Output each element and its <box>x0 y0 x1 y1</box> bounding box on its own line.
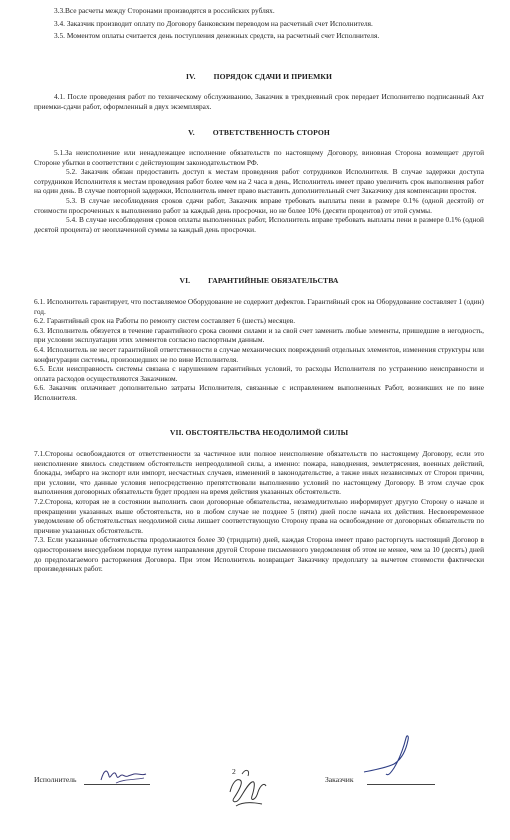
clause-7-3: 7.3. Если указанные обстоятельства продолжаются более 30 (тридцати) дней, каждая Сторона имеет право расторгнуть настоящий Договор в одностороннем внесудебном порядке путем направления другой Стороне письменного уведомления об этом не менее, чем за 10 (десять) дней до предполагаемого расторжения Договора. При этом Исполнитель возвращает Заказчику предоплату за вычетом стоимости фактически произведенных работ. <box>34 535 484 574</box>
clause-5-1: 5.1.За неисполнение или ненадлежащее исполнение обязательств по настоящему Договору, виновная Сторона возмещает другой Стороне убытки в соответствии с действующим законодательством РФ. <box>34 148 484 167</box>
section-7 <box>34 428 484 574</box>
section-4 <box>34 72 484 111</box>
clause-7-1: 7.1.Стороны освобождаются от ответственности за частичное или полное неисполнение обязательств по настоящему Договору, если это неисполнение явилось следствием обстоятельств непреодолимой силы, а именно: пожара, наводнения, землетрясения, военных действий, блокады, эмбарго на экспорт или импорт, несчастных случаев, изменений в законодательстве, а также иных независимых от Сторон причин, при условии, что данные условия непосредственно препятствовали выполнению условий по настоящему Договору. В этом случае срок выполнения договорных обязательств будет продлен на время действия указанных обстоятельств. <box>34 449 484 497</box>
section-6-number: VI. <box>179 276 191 285</box>
clause-6-3: 6.3. Исполнитель обязуется в течение гарантийного срока своими силами и за свой счет заменить любые элементы, пришедшие в негодность, при условии эксплуатации этих элементов согласно паспортным данным. <box>34 325 484 345</box>
payment-terms-block <box>34 6 484 41</box>
section-4-heading <box>34 72 484 81</box>
section-5-heading <box>34 128 484 137</box>
executor-signature <box>98 764 154 786</box>
clause-6-5: 6.5. Если неисправность системы связана с нарушением гарантийных условий, то расходы Исполнителя по устранению неисправности и оплата расходов осуществляются Заказчиком. <box>34 364 484 383</box>
section-4-number: IV. <box>185 72 196 81</box>
clause-5-3: 5.3. В случае несоблюдения сроков сдачи работ, Заказчик вправе требовать выплаты пени в размере 0.1% (одной десятой) от стоимости просроченных к выполнению работ за каждый день просрочки, но не более 10% (десяти процентов) от этой суммы. <box>34 195 484 215</box>
clause-3-4: 3.4. Заказчик производит оплату по Договору банковским переводом на расчетный счет Исполнителя. <box>54 18 373 28</box>
section-6-title: ГАРАНТИЙНЫЕ ОБЯЗАТЕЛЬСТВА <box>208 276 339 285</box>
clause-5-2: 5.2. Заказчик обязан предоставить доступ к местам проведения работ сотрудников Исполнителя. В случае задержки доступа сотрудников Исполнителя к местам проведения работ более чем на 2 часа в день, Исполнитель имеет право увеличить срок выполнения работ на один день. В случае повторной задержки, Исполнитель имеет право выставить дополнительный счет Заказчику для компенсации простоя. <box>34 167 484 196</box>
clause-6-4: 6.4. Исполнитель не несет гарантийной ответственности в случае механических повреждений отдельных элементов, изменения структуры или конфигурации системы, произошедших не по вине Исполнителя. <box>34 344 484 364</box>
customer-signature <box>360 732 420 778</box>
section-5-title: ОТВЕТСТВЕННОСТЬ СТОРОН <box>212 128 330 137</box>
section-5-number: V. <box>188 128 195 137</box>
clause-4-1: 4.1. После проведения работ по техническому обслуживанию, Заказчик в трехдневный срок передает Исполнителю подписанный Акт приемки-сдачи работ, оформленный в двух экземплярах. <box>34 92 484 111</box>
initials-mark <box>222 762 272 810</box>
section-6-heading <box>34 276 484 285</box>
clause-6-2: 6.2. Гарантийный срок на Работы по ремонту систем составляет 6 (шесть) месяцев. <box>34 316 296 326</box>
section-4-title: ПОРЯДОК СДАЧИ И ПРИЕМКИ <box>213 72 332 81</box>
customer-signature-line <box>367 784 435 785</box>
signature-block <box>0 758 510 818</box>
clause-6-6: 6.6. Заказчик оплачивает дополнительно затраты Исполнителя, связанные с исправлением выполненных Работ, возникших не по вине Исполнителя. <box>34 383 484 402</box>
executor-label: Исполнитель <box>34 775 77 784</box>
clause-7-2: 7.2.Сторона, которая не в состоянии выполнить свои договорные обязательства, незамедлительно информирует другую Сторону о начале и прекращении указанных выше обстоятельств, но в любом случае не позднее 5 (пяти) дней после начала их действия. Несвоевременное уведомление об обстоятельствах неодолимой силы лишает соответствующую Сторону права на освобождение от договорных обязательств по причине указанных обстоятельств. <box>34 496 484 535</box>
page-number: 2 <box>232 767 236 776</box>
section-5 <box>34 128 484 234</box>
section-7-heading: VII. ОБСТОЯТЕЛЬСТВА НЕОДОЛИМОЙ СИЛЫ <box>169 428 349 437</box>
section-6 <box>34 276 484 403</box>
clause-5-4: 5.4. В случае несоблюдения сроков оплаты выполненных работ, Исполнитель вправе требовать выплаты пени в размере 0.1% (одной десятой процента) от неоплаченной суммы за каждый день просрочки. <box>34 215 484 234</box>
customer-label: Заказчик <box>325 775 354 784</box>
clause-3-3: 3.3.Все расчеты между Сторонами производятся в российских рублях. <box>54 6 275 15</box>
clause-3-5: 3.5. Моментом оплаты считается день поступления денежных средств, на расчетный счет Исполнителя. <box>54 31 380 41</box>
clause-6-1: 6.1. Исполнитель гарантирует, что поставляемое Оборудование не содержит дефектов. Гарантийный срок на Оборудование составляет 1 (один) год. <box>34 297 484 316</box>
